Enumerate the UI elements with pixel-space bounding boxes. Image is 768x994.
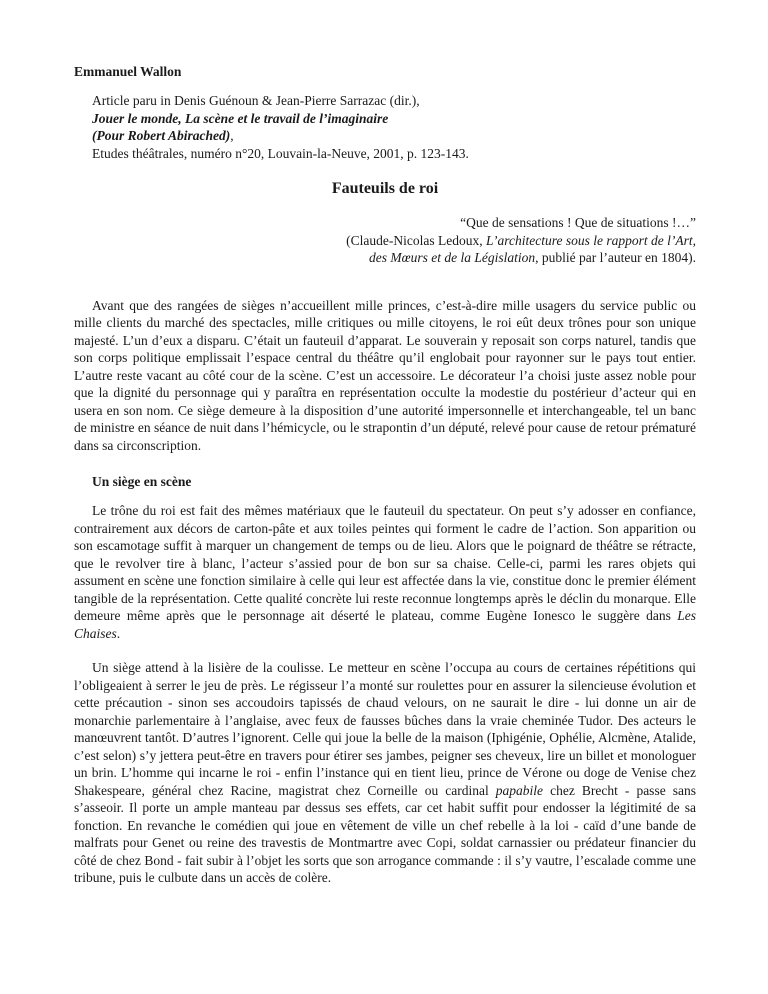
- paragraph-3-text-b: chez Brecht - passe sans s’asseoir. Il porte un ample manteau par dessus ses effets, car cet habit suffit pour endosser la légitimité de sa fonction. En revanche le comédien qui joue en vêtement de ville un chef rebelle à la loi - caïd d’une bande de malfrats pour Genet ou reine des travestis de Montmartre avec Copi, soldat carnassier ou prédateur financier du côté de chez Bond - fait subir à l’objet les sorts que son arrogance commande : il s’y vautre, l’escalade comme une tribune, puis le culbute dans un accès de colère.: [74, 782, 696, 885]
- epigraph-source-author: (Claude-Nicolas Ledoux,: [346, 232, 487, 248]
- citation-block: [92, 92, 696, 162]
- paragraph-2-text: Le trône du roi est fait des mêmes matériaux que le fauteuil du spectateur. On peut s’y adosser en confiance, contrairement aux décors de carton-pâte et aux toiles peintes qui forment le cadre de l’action. Son apparition ou son escamotage suffit à marquer un changement de temps ou de lieu. Alors que le poignard de théâtre se rétracte, que le revolver tire à blanc, l’acteur s’assied pour de bon sur sa chaise. Celle-ci, parmi les rares objets qui assument en scène une fonction similaire à celle qui leur est affectée dans la vie, constitue donc le premier élément tangible de la représentation. Cette qualité concrète lui reste reconnue longtemps après le déclin du monarque. Elle demeure même après que le personnage ait déserté le plateau, comme Eugène Ionesco le suggère dans: [74, 503, 696, 623]
- book-subtitle-comma: ,: [230, 128, 234, 143]
- play-title: Les Chaises: [74, 608, 696, 641]
- paragraph-2: [74, 502, 696, 642]
- papabile-word: papabile: [495, 782, 544, 798]
- article-title: Fauteuils de roi: [331, 180, 439, 197]
- section-heading: Un siège en scène: [92, 474, 192, 489]
- book-subtitle-line: [92, 127, 696, 145]
- epigraph: [74, 214, 696, 267]
- book-title: Jouer le monde, La scène et le travail de l’imaginaire: [92, 110, 389, 126]
- citation-line-1: Article paru in Denis Guénoun & Jean-Pierre Sarrazac (dir.),: [92, 93, 420, 108]
- epigraph-source-work-1: L’architecture sous le rapport de l’Art,: [486, 232, 696, 248]
- book-subtitle: (Pour Robert Abirached): [92, 128, 231, 143]
- paragraph-3: [74, 659, 696, 887]
- epigraph-source-line-2: [74, 249, 696, 267]
- paragraph-1: Avant que des rangées de sièges n’accueillent mille princes, c’est-à-dire mille usagers du service public ou mille clients du marché des spectacles, mille critiques ou mille citoyens, le roi eût deux trônes pour son unique majesté. L’un d’eux a disparu. C’était un fauteuil d’apparat. Le souverain y reposait son corps naturel, tandis que son corps politique emplissait l’espace central du théâtre qu’il englobait pour rayonner sur le pays tout entier. L’autre reste vacant au côté cour de la scène. C’est un accessoire. Le décorateur l’a choisi juste assez noble pour que la dignité du personnage qui y paraîtra en représentation occulte la modestie du postérieur d’acteur qui en usera en son nom. Ce siège demeure à la disposition d’une autorité impersonnelle et interchangeable, tel un banc de ministre en séance de nuit dans l’hémicycle, ou le strapontin d’un député, relevé pour cause de retour prématuré dans sa circonscription.: [74, 297, 696, 453]
- epigraph-source-work-2: des Mœurs et de la Législation: [369, 250, 536, 265]
- author-name: Emmanuel Wallon: [74, 64, 182, 79]
- epigraph-quote: “Que de sensations ! Que de situations !…”: [460, 215, 696, 230]
- paragraph-3-text-a: Un siège attend à la lisière de la coulisse. Le metteur en scène l’occupa au cours de certaines répétitions qui l’obligeaient à serrer le jeu de près. Le régisseur l’a monté sur roulettes pour en assurer la silencieuse évolution et cette précaution - sinon ses accoudoirs tapissés de chaud velours, on ne saurait le dire - lui donne un air de monarchie parlementaire à l’anglaise, avec feux de fausses bûches dans la vraie cheminée Tudor. Des acteurs le manœuvrent tantôt. D’autres l’ignorent. Celle qui joue la belle de la maison (Iphigénie, Ophélie, Alcmène, Atalide, c’est selon) s’y jettera peut-être en travers pour étirer ses jambes, peigner ses cheveux, lire un billet et monologuer un brin. L’homme qui incarne le roi - enfin l’instance qui en tient lieu, prince de Vérone ou doge de Venise chez Shakespeare, général chez Racine, magistrat chez Corneille ou cardinal: [74, 660, 696, 798]
- epigraph-source-line-1: [74, 232, 696, 250]
- citation-publication: Etudes théâtrales, numéro n°20, Louvain-la-Neuve, 2001, p. 123-143.: [92, 145, 469, 161]
- document-page: [74, 64, 696, 887]
- epigraph-source-publication: , publié par l’auteur en 1804).: [535, 250, 696, 265]
- paragraph-2-end: .: [116, 625, 121, 641]
